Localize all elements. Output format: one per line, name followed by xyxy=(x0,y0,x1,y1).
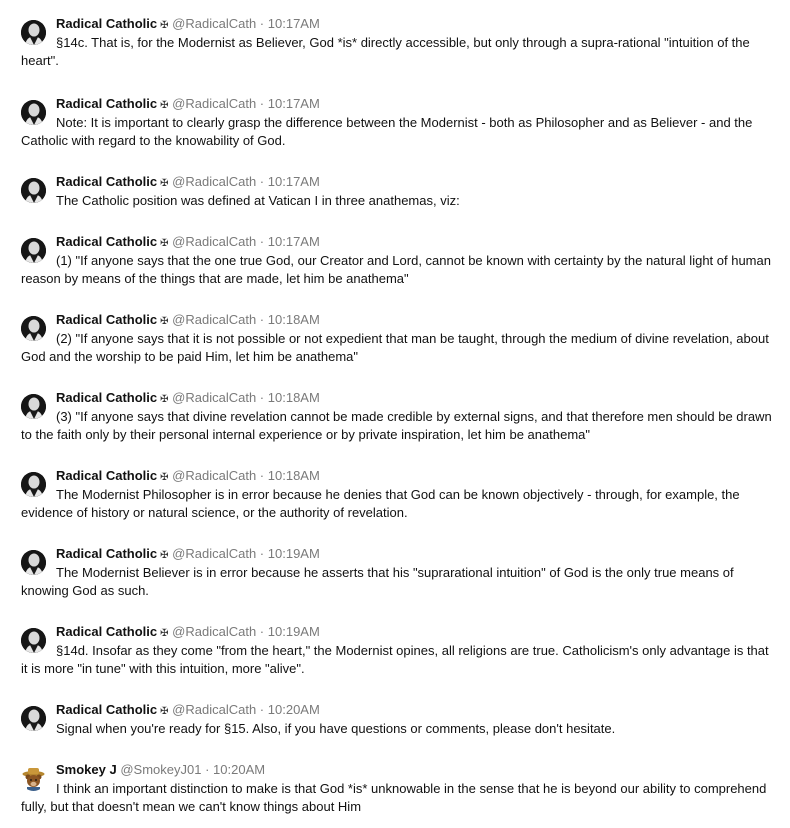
tweet-header xyxy=(56,312,320,330)
author-handle[interactable]: @RadicalCath xyxy=(172,468,257,483)
author-handle[interactable]: @RadicalCath xyxy=(172,624,257,639)
tweet-timestamp[interactable]: 10:18AM xyxy=(267,468,320,483)
tweet-text: The Modernist Believer is in error because he asserts that his "suprarational intuition" of God is the only true means of knowing God as such. xyxy=(21,565,734,598)
tweet-text: §14c. That is, for the Modernist as Believer, God *is* directly accessible, but only through a supra-rational "intuition of the heart". xyxy=(21,35,750,68)
tweet-header xyxy=(56,762,265,778)
tweet-timestamp[interactable]: 10:19AM xyxy=(267,624,320,639)
separator-dot: · xyxy=(259,702,265,717)
cross-badge-icon: ✠ xyxy=(160,238,169,249)
tweet-timestamp[interactable]: 10:17AM xyxy=(267,174,320,189)
cross-badge-icon: ✠ xyxy=(160,316,169,327)
separator-dot: · xyxy=(259,624,265,639)
author-name[interactable]: Radical Catholic xyxy=(56,234,158,249)
author-handle[interactable]: @SmokeyJ01 xyxy=(120,762,202,777)
tweet-text: Signal when you're ready for §15. Also, if you have questions or comments, please don't hesitate. xyxy=(56,721,616,736)
tweet-header xyxy=(56,390,320,408)
cross-badge-icon: ✠ xyxy=(160,178,169,189)
cross-badge-icon: ✠ xyxy=(160,706,169,717)
tweet-text: Note: It is important to clearly grasp the difference between the Modernist - both as Philosopher and as Believer - and the Catholic with regard to the knowability of God. xyxy=(21,115,753,148)
author-name[interactable]: Radical Catholic xyxy=(56,624,158,639)
author-name[interactable]: Radical Catholic xyxy=(56,174,158,189)
author-handle[interactable]: @RadicalCath xyxy=(172,312,257,327)
author-handle[interactable]: @RadicalCath xyxy=(172,96,257,111)
author-name[interactable]: Radical Catholic xyxy=(56,702,158,717)
author-handle[interactable]: @RadicalCath xyxy=(172,174,257,189)
tweet-timestamp[interactable]: 10:20AM xyxy=(213,762,266,777)
cross-badge-icon: ✠ xyxy=(160,20,169,31)
tweet-text: The Modernist Philosopher is in error because he denies that God can be known objectively - through, for example, the evidence of history or natural science, or the authority of revelation. xyxy=(21,487,740,520)
tweet-text: (2) "If anyone says that it is not possible or not expedient that man be taught, through the medium of divine revelation, about God and the worship to be paid Him, let him be anathema" xyxy=(21,331,769,364)
tweet-text: (1) "If anyone says that the one true God, our Creator and Lord, cannot be known with certainty by the natural light of human reason by means of the things that are made, let him be anathema" xyxy=(21,253,771,286)
tweet-header xyxy=(56,468,320,486)
separator-dot: · xyxy=(259,312,265,327)
cross-badge-icon: ✠ xyxy=(160,100,169,111)
tweet-timestamp[interactable]: 10:20AM xyxy=(267,702,320,717)
tweet-header xyxy=(56,546,320,564)
author-handle[interactable]: @RadicalCath xyxy=(172,390,257,405)
tweet-timestamp[interactable]: 10:18AM xyxy=(267,312,320,327)
tweet-text: (3) "If anyone says that divine revelation cannot be made credible by external signs, and that therefore men should be drawn to the faith only by their personal internal experience or by private inspiration, let him be anathema" xyxy=(21,409,772,442)
author-name[interactable]: Radical Catholic xyxy=(56,96,158,111)
author-name[interactable]: Radical Catholic xyxy=(56,546,158,561)
tweet-timestamp[interactable]: 10:18AM xyxy=(267,390,320,405)
author-name[interactable]: Radical Catholic xyxy=(56,390,158,405)
tweet-header xyxy=(56,96,320,114)
author-name[interactable]: Radical Catholic xyxy=(56,468,158,483)
separator-dot: · xyxy=(259,468,265,483)
author-handle[interactable]: @RadicalCath xyxy=(172,16,257,31)
tweet-timestamp[interactable]: 10:17AM xyxy=(267,16,320,31)
tweet-timestamp[interactable]: 10:19AM xyxy=(267,546,320,561)
separator-dot: · xyxy=(259,16,265,31)
separator-dot: · xyxy=(259,390,265,405)
tweet-header xyxy=(56,624,320,642)
author-handle[interactable]: @RadicalCath xyxy=(172,702,257,717)
cross-badge-icon: ✠ xyxy=(160,628,169,639)
separator-dot: · xyxy=(259,174,265,189)
tweet-text: I think an important distinction to make is that God *is* unknowable in the sense that he is beyond our ability to comprehend fully, but that doesn't mean we can't know things about Him xyxy=(21,781,767,814)
cross-badge-icon: ✠ xyxy=(160,472,169,483)
separator-dot: · xyxy=(259,234,265,249)
tweet-timestamp[interactable]: 10:17AM xyxy=(267,96,320,111)
tweet-text: §14d. Insofar as they come "from the heart," the Modernist opines, all religions are true. Catholicism's only advantage is that it is more "in tune" with this intuition, more "alive". xyxy=(21,643,769,676)
cross-badge-icon: ✠ xyxy=(160,550,169,561)
cross-badge-icon: ✠ xyxy=(160,394,169,405)
author-name[interactable]: Smokey J xyxy=(56,762,117,777)
tweet-header xyxy=(56,702,320,720)
tweet-header xyxy=(56,234,320,252)
separator-dot: · xyxy=(205,762,210,777)
tweet-header xyxy=(56,16,320,34)
tweet-header xyxy=(56,174,320,192)
author-handle[interactable]: @RadicalCath xyxy=(172,546,257,561)
author-name[interactable]: Radical Catholic xyxy=(56,312,158,327)
author-name[interactable]: Radical Catholic xyxy=(56,16,158,31)
tweet-text: The Catholic position was defined at Vatican I in three anathemas, viz: xyxy=(56,193,460,208)
separator-dot: · xyxy=(259,96,265,111)
author-handle[interactable]: @RadicalCath xyxy=(172,234,257,249)
separator-dot: · xyxy=(259,546,265,561)
tweet-timestamp[interactable]: 10:17AM xyxy=(267,234,320,249)
